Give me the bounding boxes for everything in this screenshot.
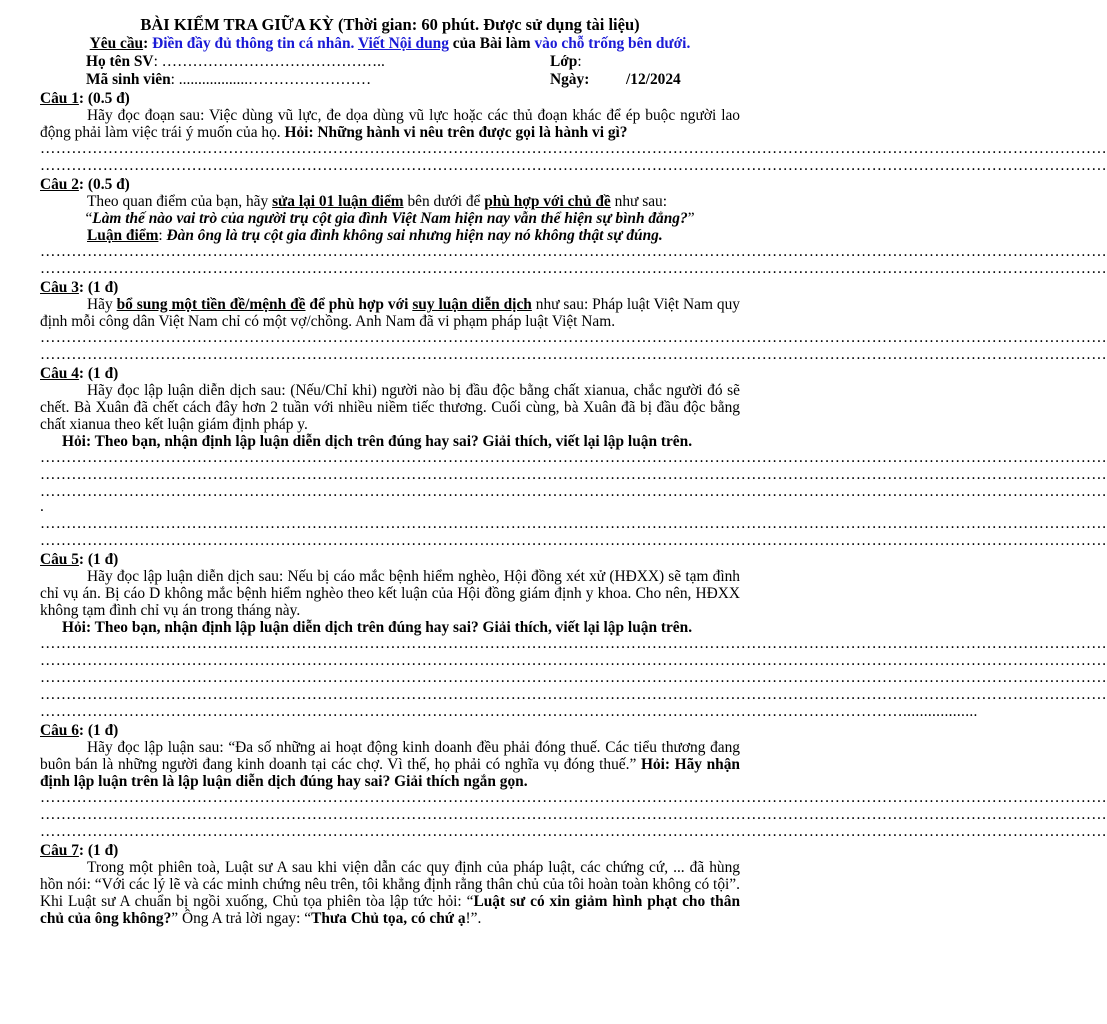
question-4-text: Hãy đọc lập luận diễn dịch sau: (Nếu/Chỉ khi) người nào bị đầu độc bằng chất xianua, chắc người đó sẽ chết. Bà Xuân đã chết cách đây hơn 2 tuần với nhiều niềm tiếc thương. Cuối cùng, bà Xuân đã bị đầu độc bằng chất xianua theo kết luận giám định pháp y. bbox=[40, 382, 740, 433]
stray-dot: . bbox=[40, 498, 44, 515]
answer-line[interactable]: …………………………………………………………………………………………………………………………………………………………………………………… bbox=[40, 635, 1107, 652]
exam-title: BÀI KIỂM TRA GIỮA KỲ (Thời gian: 60 phút. Được sử dụng tài liệu) bbox=[140, 15, 640, 34]
question-2-heading: Câu 2: (0.5 đ) bbox=[40, 176, 130, 193]
answer-line[interactable]: …………………………………………………………………………………………………………………………………………………………………………………… bbox=[40, 532, 1107, 549]
question-7-heading: Câu 7: (1 đ) bbox=[40, 842, 119, 859]
question-6-text: Hãy đọc lập luận sau: “Đa số những ai hoạt động kinh doanh đều phải đóng thuế. Các tiểu thương đang buôn bán là những người đang kinh doanh tại các chợ. Vì thế, họ phải có nghĩa vụ đóng thuế.” Hỏi: Hãy nhận định lập luận trên là lập luận diễn dịch đúng hay sai? Giải thích ngắn gọn. bbox=[40, 739, 740, 790]
answer-line[interactable]: …………………………………………………………………………………………………………………………………………………………………………………… bbox=[40, 669, 1107, 686]
requirement-part2: Viết Nội dung bbox=[357, 35, 449, 52]
answer-line[interactable]: …………………………………………………………………………………………………………………………………………………………………………………… bbox=[40, 140, 1107, 157]
answer-line[interactable]: ………………………………………………………………………………………………………………………………………………….................. bbox=[40, 703, 978, 720]
requirement-part3: của Bài làm bbox=[452, 35, 531, 52]
question-4-heading: Câu 4: (1 đ) bbox=[40, 365, 119, 382]
answer-line[interactable]: …………………………………………………………………………………………………………………………………………………………………………………… bbox=[40, 515, 1107, 532]
answer-line[interactable]: …………………………………………………………………………………………………………………………………………………………………………………… bbox=[40, 466, 1107, 483]
answer-line[interactable]: …………………………………………………………………………………………………………………………………………………………………………………… bbox=[40, 652, 1107, 669]
answer-line[interactable]: …………………………………………………………………………………………………………………………………………………………………………………… bbox=[40, 243, 1107, 260]
question-1-heading: Câu 1: (0.5 đ) bbox=[40, 90, 130, 107]
question-2-topic: “Làm thế nào vai trò của người trụ cột gia đình Việt Nam hiện nay vẫn thể hiện sự bình đẳng?” bbox=[85, 210, 695, 227]
answer-line[interactable]: …………………………………………………………………………………………………………………………………………………………………………………… bbox=[40, 329, 1107, 346]
question-2-thesis: Luận điểm: Đàn ông là trụ cột gia đình không sai nhưng hiện nay nó không thật sự đúng. bbox=[87, 227, 663, 244]
question-3-heading: Câu 3: (1 đ) bbox=[40, 279, 119, 296]
student-id-field[interactable]: Mã sinh viên: ..................…………………… bbox=[86, 71, 372, 88]
question-2-text: Theo quan điểm của bạn, hãy sửa lại 01 luận điểm bên dưới để phù hợp với chủ đề như sau: bbox=[87, 193, 667, 210]
answer-line[interactable]: …………………………………………………………………………………………………………………………………………………………………………………… bbox=[40, 260, 1107, 277]
student-info-row-1 bbox=[40, 53, 740, 71]
question-4-ask: Hỏi: Theo bạn, nhận định lập luận diễn dịch trên đúng hay sai? Giải thích, viết lại lập luận trên. bbox=[62, 433, 693, 450]
class-field[interactable]: Lớp: bbox=[550, 53, 582, 70]
requirement-part1: Điền đầy đủ thông tin cá nhân. bbox=[152, 35, 355, 52]
answer-line[interactable]: …………………………………………………………………………………………………………………………………………………………………………………… bbox=[40, 157, 1107, 174]
student-name-field[interactable]: Họ tên SV: …………………………………….. bbox=[86, 53, 385, 70]
date-value[interactable]: /12/2024 bbox=[626, 71, 681, 88]
requirement-part4: vào chỗ trống bên dưới. bbox=[534, 35, 691, 52]
question-6-heading: Câu 6: (1 đ) bbox=[40, 722, 119, 739]
question-5-text: Hãy đọc lập luận diễn dịch sau: Nếu bị cáo mắc bệnh hiểm nghèo, Hội đồng xét xử (HĐXX) sẽ tạm đình chỉ vụ án. Bị cáo D không mắc bệnh hiểm nghèo theo kết luận của Hội đồng giám định y khoa. Cho nên, HĐXX không tạm đình chỉ vụ án trong tháng này. bbox=[40, 568, 740, 619]
student-info-row-2 bbox=[40, 71, 740, 89]
requirement-label: Yêu cầu bbox=[89, 35, 144, 52]
answer-line[interactable]: …………………………………………………………………………………………………………………………………………………………………………………… bbox=[40, 823, 1107, 840]
answer-line[interactable]: …………………………………………………………………………………………………………………………………………………………………………………… bbox=[40, 483, 1107, 500]
question-5-heading: Câu 5: (1 đ) bbox=[40, 551, 119, 568]
answer-line[interactable]: …………………………………………………………………………………………………………………………………………………………………………………… bbox=[40, 686, 1107, 703]
answer-line[interactable]: …………………………………………………………………………………………………………………………………………………………………………………… bbox=[40, 806, 1107, 823]
question-1-text: Hãy đọc đoạn sau: Việc dùng vũ lực, đe dọa dùng vũ lực hoặc các thủ đoạn khác để ép buộc người lao động phải làm việc trái ý muốn của họ. Hỏi: Những hành vi nêu trên được gọi là hành vi gì? bbox=[40, 107, 740, 141]
question-5-ask: Hỏi: Theo bạn, nhận định lập luận diễn dịch trên đúng hay sai? Giải thích, viết lại lập luận trên. bbox=[62, 619, 693, 636]
answer-line[interactable]: …………………………………………………………………………………………………………………………………………………………………………………… bbox=[40, 449, 1107, 466]
answer-line[interactable]: …………………………………………………………………………………………………………………………………………………………………………………… bbox=[40, 346, 1107, 363]
answer-line[interactable]: …………………………………………………………………………………………………………………………………………………………………………………… bbox=[40, 789, 1107, 806]
question-7-text: Trong một phiên toà, Luật sư A sau khi viện dẫn các quy định của pháp luật, các chứng cứ, ... đã hùng hồn nói: “Với các lý lẽ và các minh chứng nêu trên, tôi khẳng định rằng thân chủ của tôi hoàn toàn không có tội”. Khi Luật sư A chuẩn bị ngồi xuống, Chủ tọa phiên tòa lập tức hỏi: “Luật sư có xin giảm hình phạt cho thân chủ của ông không?” Ông A trả lời ngay: “Thưa Chủ tọa, có chứ ạ!”. bbox=[40, 859, 740, 927]
requirement-line: Yêu cầu: Điền đầy đủ thông tin cá nhân. Viết Nội dung của Bài làm vào chỗ trống bên dưới. bbox=[89, 35, 691, 52]
question-3-text: Hãy bổ sung một tiền đề/mệnh đề để phù hợp với suy luận diễn dịch như sau: Pháp luật Việt Nam quy định mỗi công dân Việt Nam chỉ có một vợ/chồng. Anh Nam đã vi phạm pháp luật Việt Nam. bbox=[40, 296, 740, 330]
date-label: Ngày: bbox=[550, 71, 590, 88]
